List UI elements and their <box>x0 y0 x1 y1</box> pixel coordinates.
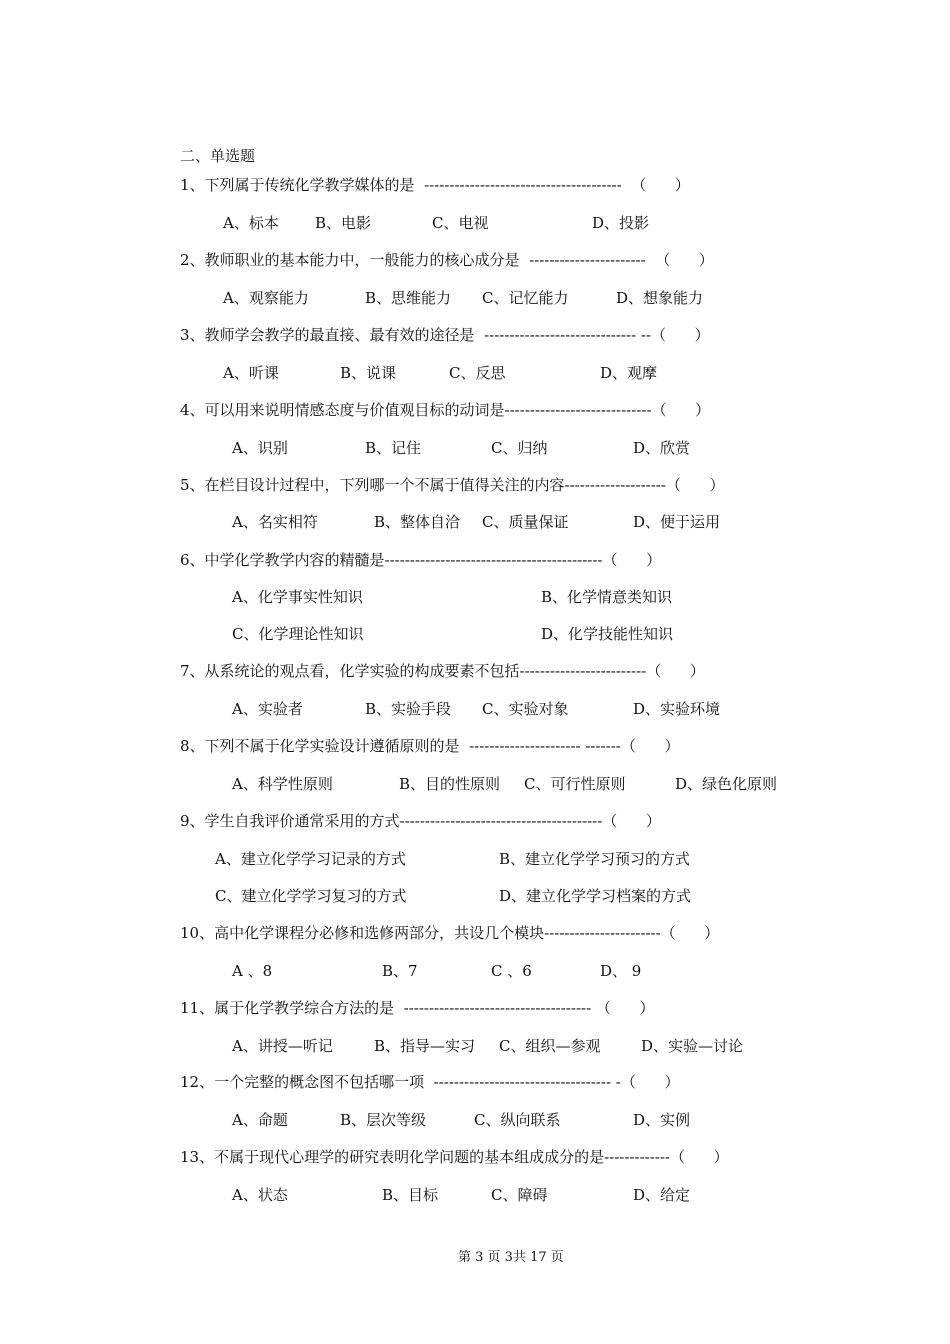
option-d: D、建立化学学习档案的方式 <box>499 887 692 905</box>
option-d: D、观摩 <box>600 364 658 382</box>
option-d: D、欣赏 <box>633 439 691 457</box>
option-b: B、指导—实习 <box>374 1037 476 1055</box>
option-d: D、便于运用 <box>633 513 721 531</box>
option-c: C、归纳 <box>491 439 548 457</box>
option-d: D、投影 <box>592 214 650 232</box>
option-a: A、观察能力 <box>223 289 309 307</box>
option-c: C、化学理论性知识 <box>232 625 364 643</box>
question-stem: 9、学生自我评价通常采用的方式----------------------------------------（ ） <box>180 812 661 830</box>
option-d: D、实例 <box>633 1111 691 1129</box>
option-a: A、标本 <box>223 214 279 232</box>
option-b: B、记住 <box>365 439 422 457</box>
option-b: B、整体自洽 <box>374 513 461 531</box>
question-stem: 4、可以用来说明情感态度与价值观目标的动词是-----------------------------（ ） <box>180 401 711 419</box>
option-b: B、层次等级 <box>340 1111 427 1129</box>
option-d: D、 9 <box>600 962 642 980</box>
option-c: C、障碍 <box>491 1186 548 1204</box>
option-b: B、建立化学学习预习的方式 <box>499 850 691 868</box>
option-a: A、状态 <box>232 1186 288 1204</box>
option-a: A、实验者 <box>232 700 303 718</box>
option-b: B、思维能力 <box>365 289 452 307</box>
option-b: B、实验手段 <box>365 700 452 718</box>
question-stem: 2、教师职业的基本能力中，一般能力的核心成分是 ----------------------- （ ） <box>180 251 714 269</box>
option-b: B、目的性原则 <box>399 775 501 793</box>
option-b: B、7 <box>382 962 418 980</box>
option-b: B、目标 <box>382 1186 439 1204</box>
option-b: B、电影 <box>315 214 372 232</box>
option-c: C、质量保证 <box>482 513 569 531</box>
question-stem: 11、属于化学教学综合方法的是 ------------------------------------- （ ） <box>180 999 655 1017</box>
option-d: D、给定 <box>633 1186 691 1204</box>
option-a: A、讲授—听记 <box>232 1037 333 1055</box>
option-a: A、听课 <box>223 364 279 382</box>
option-a: A、名实相符 <box>232 513 318 531</box>
option-d: D、实验环境 <box>633 700 721 718</box>
question-stem: 1、下列属于传统化学教学媒体的是 --------------------------------------- （ ） <box>180 176 690 194</box>
option-c: C、组织—参观 <box>499 1037 601 1055</box>
question-stem: 12、一个完整的概念图不包括哪一项 ----------------------------------- -（ ） <box>180 1073 680 1091</box>
question-stem: 10、高中化学课程分必修和选修两部分，共设几个模块-----------------------（ ） <box>180 924 720 942</box>
option-a: A、识别 <box>232 439 288 457</box>
question-stem: 8、下列不属于化学实验设计遵循原则的是 ---------------------- -------（ ） <box>180 737 680 755</box>
option-a: A、命题 <box>232 1111 288 1129</box>
option-c: C、建立化学学习复习的方式 <box>215 887 407 905</box>
option-c: C、反思 <box>449 364 506 382</box>
option-a: A 、8 <box>232 962 273 980</box>
option-d: D、实验—讨论 <box>641 1037 744 1055</box>
option-d: D、化学技能性知识 <box>541 625 674 643</box>
question-stem: 6、中学化学教学内容的精髓是-------------------------------------------（ ） <box>180 551 662 569</box>
question-stem: 5、在栏目设计过程中，下列哪一个不属于值得关注的内容--------------------（ ） <box>180 476 725 494</box>
question-stem: 7、从系统论的观点看，化学实验的构成要素不包括-------------------------（ ） <box>180 662 705 680</box>
option-c: C、电视 <box>432 214 489 232</box>
option-a: A、建立化学学习记录的方式 <box>215 850 406 868</box>
option-a: A、化学事实性知识 <box>232 588 363 606</box>
section-title: 二、单选题 <box>180 147 256 165</box>
page-footer: 第 3 页 3共 17 页 <box>458 1250 564 1265</box>
option-b: B、说课 <box>340 364 397 382</box>
option-a: A、科学性原则 <box>232 775 333 793</box>
question-stem: 3、教师学会教学的最直接、最有效的途径是 ------------------------------ --（ ） <box>180 326 710 344</box>
option-c: C、可行性原则 <box>524 775 626 793</box>
question-stem: 13、不属于现代心理学的研究表明化学问题的基本组成成分的是-------------（ ） <box>180 1148 729 1166</box>
option-c: C、实验对象 <box>482 700 569 718</box>
option-d: D、绿色化原则 <box>675 775 778 793</box>
option-c: C、纵向联系 <box>474 1111 561 1129</box>
option-c: C、记忆能力 <box>482 289 569 307</box>
option-b: B、化学情意类知识 <box>541 588 673 606</box>
option-d: D、想象能力 <box>616 289 704 307</box>
option-c: C 、6 <box>491 962 532 980</box>
